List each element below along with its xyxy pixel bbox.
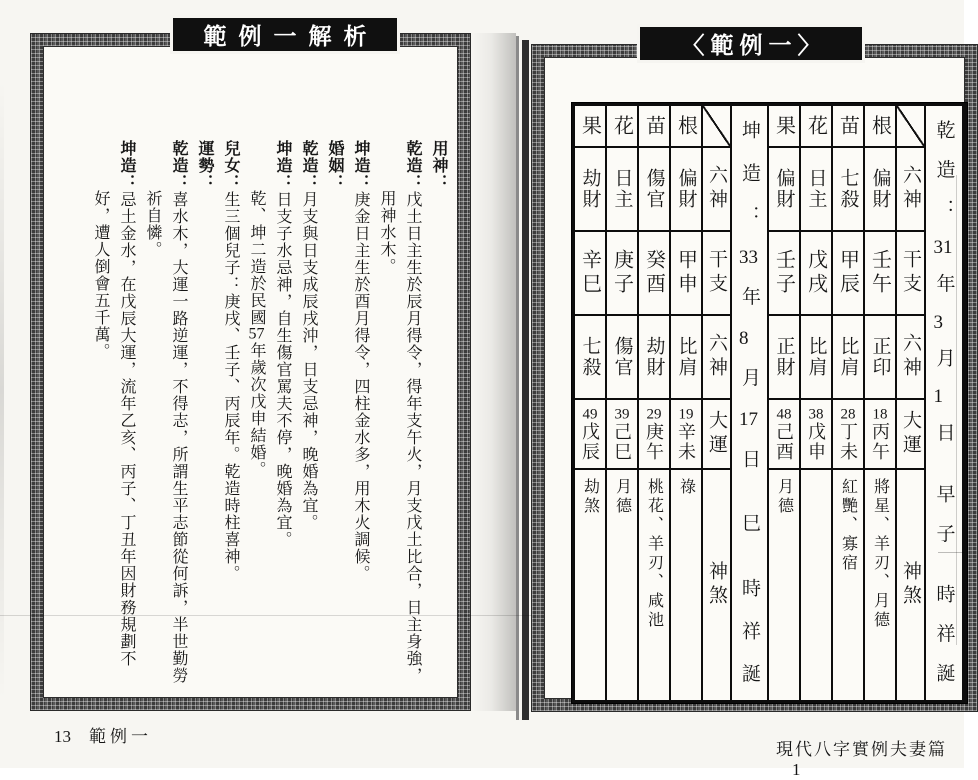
month-unit: 月 <box>739 367 760 411</box>
pillar-label-cell <box>833 106 863 146</box>
column-text: 好，遭人倒會五千萬。 <box>92 190 109 360</box>
dayun-cell <box>639 400 669 468</box>
row-label-cell <box>897 148 924 230</box>
ganzhi-cell <box>833 232 863 314</box>
text-column <box>321 140 347 688</box>
ganzhi-text: 戊戌 <box>804 249 827 297</box>
chart-owner-label: 坤造： <box>739 120 760 248</box>
book-title: 現代八字實例夫妻篇 <box>776 740 947 759</box>
liushen-text: 劫財 <box>643 336 665 378</box>
liushen-cell <box>801 148 831 230</box>
row-label-cell <box>897 316 924 398</box>
column-text: 用神水木。 <box>378 190 395 275</box>
dayun-age: 49 <box>582 406 598 422</box>
pillar-label-cell <box>607 106 637 146</box>
dayun-text <box>577 407 603 462</box>
pillar-label: 根 <box>674 115 697 137</box>
text-column <box>165 140 191 688</box>
row-label-cell <box>897 232 924 314</box>
corner-diagonal-cell <box>897 106 924 146</box>
corner-diagonal-cell <box>703 106 730 146</box>
text-column <box>373 140 399 688</box>
liushen-text: 傷官 <box>611 336 633 378</box>
pillar-label: 果 <box>772 115 795 137</box>
column-text: 乾、坤二造於民國 <box>248 190 265 326</box>
right-page-footer <box>776 735 964 780</box>
liushen-text: 劫財 <box>579 168 601 210</box>
birth-year: 31 <box>933 237 953 257</box>
row-label: 六神 <box>900 333 921 381</box>
pillar-label-cell <box>801 106 831 146</box>
liushen-text: 日主 <box>611 168 633 210</box>
row-label: 大運 <box>706 410 727 458</box>
column-text: 月支與日支成辰戌沖，日支忌神，晚婚為宜。 <box>300 191 317 531</box>
page-frame-left <box>30 33 471 711</box>
liushen-text: 比肩 <box>675 336 697 378</box>
row-label: 神煞 <box>706 561 727 609</box>
ganzhi-text: 辛巳 <box>578 249 601 297</box>
liushen-text: 七殺 <box>579 336 601 378</box>
pillar-label: 果 <box>578 115 601 137</box>
dayun-text <box>803 407 829 462</box>
section-label: 乾造： <box>170 140 187 191</box>
pillar-label: 根 <box>868 115 891 137</box>
row-label-cell <box>703 148 730 230</box>
right-banner-title: 〈範例一〉 <box>681 33 827 58</box>
pillar-label-cell <box>639 106 669 146</box>
liushen-cell <box>671 316 701 398</box>
scan-edge-shadow <box>0 80 4 700</box>
birth-day: 17 <box>739 410 758 430</box>
column-text: 庚金日主生於酉月得令，四柱金水多，用木火調候。 <box>352 191 369 582</box>
row-label: 六神 <box>706 333 727 381</box>
dayun-text <box>673 407 699 462</box>
dayun-text <box>641 407 667 462</box>
section-label: 乾造： <box>404 140 421 191</box>
year-unit: 年 <box>739 286 760 329</box>
left-banner-title: 範例一解析 <box>203 24 379 49</box>
shensha-text: 桃花、羊刃、咸池 <box>645 478 663 630</box>
section-label: 用神： <box>430 140 447 191</box>
dayun-ganzhi: 戊申 <box>806 421 826 462</box>
shensha-cell <box>575 470 605 700</box>
section-label: 兒女： <box>222 140 239 191</box>
liushen-text: 日主 <box>805 168 827 210</box>
row-label-cell <box>703 232 730 314</box>
birth-year: 33 <box>739 247 758 267</box>
row-label-cell <box>897 470 924 700</box>
liushen-cell <box>769 316 799 398</box>
section-label: 坤造： <box>274 140 291 191</box>
ganzhi-text: 癸酉 <box>642 249 665 297</box>
dayun-age: 29 <box>646 406 662 422</box>
birth-info-text <box>736 120 763 686</box>
ganzhi-text: 甲辰 <box>836 249 859 297</box>
dayun-cell <box>607 400 637 468</box>
section-label: 坤造： <box>352 140 369 191</box>
ganzhi-cell <box>769 232 799 314</box>
liushen-cell <box>575 148 605 230</box>
text-column <box>191 140 217 688</box>
bazi-table <box>571 102 968 704</box>
liushen-cell <box>865 148 895 230</box>
column-text: 喜水木，大運一路逆運，不得志，所謂生平志節從何訴，半世勤勞 <box>170 191 187 684</box>
shensha-cell <box>865 470 895 700</box>
ganzhi-cell <box>639 232 669 314</box>
ganzhi-cell <box>801 232 831 314</box>
text-column <box>113 140 139 688</box>
row-label-cell <box>703 316 730 398</box>
day-unit: 日 <box>933 422 955 462</box>
pillar-label-cell <box>865 106 895 146</box>
row-label-cell <box>897 400 924 468</box>
shensha-text: 祿 <box>677 478 695 497</box>
dayun-cell <box>671 400 701 468</box>
column-text: 生三個兒子：庚戌、壬子、丙辰年。乾造時柱喜神。 <box>222 191 239 582</box>
ganzhi-cell <box>607 232 637 314</box>
day-unit: 日 <box>739 448 760 492</box>
section-label: 婚姻： <box>326 140 343 191</box>
ganzhi-text: 壬子 <box>772 249 795 297</box>
row-label: 大運 <box>900 410 921 458</box>
dayun-cell <box>769 400 799 468</box>
page-number: 13 <box>54 727 71 746</box>
book-spine-line <box>522 40 529 720</box>
section-label: 坤造： <box>118 140 135 191</box>
section-label: 乾造： <box>300 140 317 191</box>
dayun-ganzhi: 丁未 <box>838 421 858 462</box>
liushen-text: 七殺 <box>837 168 859 210</box>
dayun-ganzhi: 丙午 <box>870 421 890 462</box>
row-label: 六神 <box>706 165 727 213</box>
text-column <box>399 140 425 688</box>
liushen-text: 正財 <box>773 336 795 378</box>
left-section-banner <box>173 18 397 51</box>
birth-hour: 早子 <box>933 483 955 563</box>
inline-number: 57 <box>248 326 265 342</box>
kun-birth-info-column <box>732 106 767 700</box>
dayun-ganzhi: 戊辰 <box>580 421 600 462</box>
dayun-age: 18 <box>872 406 888 422</box>
liushen-text: 偏財 <box>675 168 697 210</box>
row-label: 干支 <box>706 249 727 297</box>
book-spine-line <box>516 36 519 720</box>
birth-suffix: 時祥誕 <box>739 577 760 687</box>
text-column <box>269 140 295 688</box>
shensha-cell <box>607 470 637 700</box>
right-section-banner <box>640 27 862 60</box>
row-label: 六神 <box>900 165 921 213</box>
liushen-cell <box>671 148 701 230</box>
shensha-text: 將星、羊刃、月德 <box>871 478 889 630</box>
dayun-ganzhi: 己巳 <box>612 421 632 462</box>
shensha-text: 劫煞 <box>581 478 599 516</box>
liushen-cell <box>607 148 637 230</box>
analysis-text-block <box>69 140 451 688</box>
liushen-cell <box>833 148 863 230</box>
dayun-ganzhi: 庚午 <box>644 421 664 462</box>
text-column <box>347 140 373 688</box>
column-text: 戊土日主生於辰月得令，得年支午火，月支戊土比合，日主身強， <box>404 191 421 684</box>
ganzhi-cell <box>865 232 895 314</box>
shensha-cell <box>833 470 863 700</box>
ganzhi-text: 壬午 <box>868 249 891 297</box>
shensha-cell <box>639 470 669 700</box>
shensha-cell <box>769 470 799 700</box>
dayun-text <box>771 407 797 462</box>
liushen-cell <box>639 316 669 398</box>
page-number: 1 <box>792 760 803 779</box>
liushen-text: 傷官 <box>643 168 665 210</box>
section-label: 運勢： <box>196 140 213 191</box>
birth-month: 8 <box>739 328 749 348</box>
row-label-cell <box>703 400 730 468</box>
text-column <box>425 140 451 688</box>
text-column <box>217 140 243 688</box>
column-text: 年歲次戊申結婚。 <box>248 342 265 478</box>
dayun-age: 28 <box>840 406 856 422</box>
scan-page-edge-line <box>956 175 957 645</box>
shensha-cell <box>671 470 701 700</box>
dayun-age: 38 <box>808 406 824 422</box>
shensha-text: 月德 <box>613 478 631 516</box>
liushen-cell <box>865 316 895 398</box>
pillar-label-cell <box>575 106 605 146</box>
text-column <box>295 140 321 688</box>
dayun-ganzhi: 己酉 <box>774 421 794 462</box>
row-label-cell <box>703 470 730 700</box>
liushen-cell <box>639 148 669 230</box>
dayun-cell <box>833 400 863 468</box>
birth-month: 3 <box>933 312 943 332</box>
liushen-text: 比肩 <box>805 336 827 378</box>
dayun-age: 39 <box>614 406 630 422</box>
liushen-cell <box>801 316 831 398</box>
dayun-age: 48 <box>776 406 792 422</box>
pillar-label-cell <box>769 106 799 146</box>
liushen-text: 偏財 <box>869 168 891 210</box>
dayun-text <box>609 407 635 462</box>
month-unit: 月 <box>933 347 955 388</box>
chart-owner-label: 乾造： <box>933 120 955 238</box>
dayun-text <box>835 407 861 462</box>
shensha-text: 月德 <box>775 478 793 516</box>
row-label: 干支 <box>900 249 921 297</box>
liushen-text: 比肩 <box>837 336 859 378</box>
liushen-cell <box>769 148 799 230</box>
dayun-ganzhi: 辛未 <box>676 421 696 462</box>
shensha-cell <box>801 470 831 700</box>
right-page-paper <box>545 58 964 698</box>
dayun-cell <box>575 400 605 468</box>
dayun-cell <box>801 400 831 468</box>
column-text: 忌土金水，在戊辰大運，流年乙亥、丙子、丁丑年因財務規劃不 <box>118 191 135 667</box>
liushen-text: 正印 <box>869 336 891 378</box>
dayun-text <box>867 407 893 462</box>
liushen-text: 偏財 <box>773 168 795 210</box>
page-frame-right <box>531 44 978 712</box>
year-unit: 年 <box>933 273 955 313</box>
liushen-cell <box>575 316 605 398</box>
pillar-label: 花 <box>804 115 827 137</box>
scan-fold-line <box>0 615 532 616</box>
book-spine-shade <box>471 33 516 711</box>
left-page-paper <box>44 47 457 697</box>
column-text: 祈自憐。 <box>144 190 161 258</box>
ganzhi-cell <box>575 232 605 314</box>
pillar-label: 苗 <box>642 115 665 137</box>
chapter-title: 範例一 <box>89 727 152 746</box>
liushen-cell <box>833 316 863 398</box>
text-column <box>243 140 269 688</box>
ganzhi-cell <box>671 232 701 314</box>
pillar-label: 花 <box>610 115 633 137</box>
ganzhi-text: 庚子 <box>610 249 633 297</box>
liushen-cell <box>607 316 637 398</box>
scan-artifact-line <box>938 552 964 553</box>
birth-info-text <box>931 120 958 686</box>
text-column <box>87 140 113 688</box>
dayun-cell <box>865 400 895 468</box>
row-label: 神煞 <box>900 561 921 609</box>
shensha-text: 紅艷、寡宿 <box>839 478 857 573</box>
left-page-footer <box>54 722 152 747</box>
ganzhi-text: 甲申 <box>674 249 697 297</box>
pillar-label: 苗 <box>836 115 859 137</box>
column-text: 日支子水忌神，自生傷官罵夫不停，晚婚為宜。 <box>274 191 291 548</box>
birth-suffix: 時祥誕 <box>933 584 955 687</box>
pillar-label-cell <box>671 106 701 146</box>
birth-day: 1 <box>933 387 943 407</box>
dayun-age: 19 <box>678 406 694 422</box>
text-column <box>139 140 165 688</box>
birth-hour: 巳 <box>739 513 760 556</box>
